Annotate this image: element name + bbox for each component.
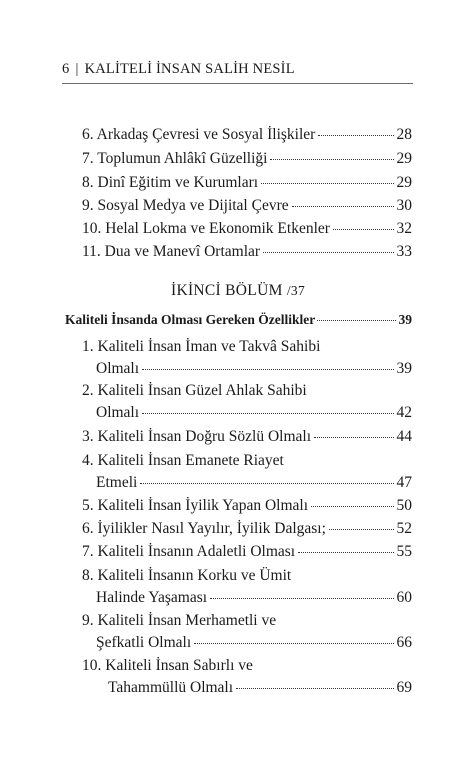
toc-subentry-page: 47 — [396, 474, 412, 491]
toc-subentry-line1: 4. Kaliteli İnsan Emanete Riayet — [82, 452, 284, 469]
header-book-title: KALİTELİ İNSAN SALİH NESİL — [84, 61, 295, 77]
toc-entry-page: 29 — [396, 174, 412, 191]
section-slash: / — [286, 283, 291, 298]
toc-subentry-line1: 10. Kaliteli İnsan Sabırlı ve — [82, 657, 253, 674]
toc-subentry-line1: 2. Kaliteli İnsan Güzel Ahlak Sahibi — [82, 382, 307, 399]
toc-subentry[interactable] — [82, 426, 412, 448]
toc-subentry-page: 69 — [396, 679, 412, 696]
dot-leader — [311, 505, 393, 507]
dot-leader — [140, 482, 393, 484]
dot-leader — [210, 597, 393, 599]
dot-leader — [298, 551, 393, 553]
chapter-heading-page: 39 — [398, 312, 412, 327]
toc-entry-label: 8. Dinî Eğitim ve Kurumları — [82, 174, 259, 191]
toc-subentry-page: 39 — [396, 360, 412, 377]
dot-leader — [292, 205, 394, 207]
toc-entry-page: 28 — [396, 126, 412, 143]
dot-leader — [318, 134, 393, 136]
toc-subentry-line1: 9. Kaliteli İnsan Merhametli ve — [82, 612, 277, 629]
toc-entry[interactable] — [82, 148, 412, 170]
toc-subentry-page: 50 — [396, 497, 412, 514]
toc-entry-page: 30 — [396, 197, 412, 214]
toc-entry-page: 33 — [396, 243, 412, 260]
section-title: İKİNCİ BÖLÜM — [170, 282, 283, 299]
toc-entry-label: 6. Arkadaş Çevresi ve Sosyal İlişkiler — [82, 126, 316, 143]
toc-subentry-label: 7. Kaliteli İnsanın Adaletli Olması — [82, 543, 296, 560]
toc-subentry[interactable] — [82, 610, 412, 654]
chapter-heading[interactable] — [65, 309, 412, 331]
toc-subentry[interactable] — [82, 380, 412, 424]
toc-subentry-label: 3. Kaliteli İnsan Doğru Sözlü Olmalı — [82, 428, 312, 445]
toc-entry[interactable] — [82, 172, 412, 194]
dot-leader — [261, 182, 393, 184]
running-header — [62, 61, 413, 78]
toc-entry-page: 29 — [396, 150, 412, 167]
toc-subentry[interactable] — [82, 541, 412, 563]
toc-subentry-label: Tahammüllü Olmalı — [108, 679, 234, 696]
toc-subentry-label: Şefkatli Olmalı — [96, 634, 192, 651]
toc-entry[interactable] — [82, 241, 412, 263]
toc-entry-label: 10. Helal Lokma ve Ekonomik Etkenler — [82, 220, 330, 237]
dot-leader — [236, 687, 393, 689]
toc-subentry-page: 42 — [396, 404, 412, 421]
toc-subentry[interactable] — [82, 655, 412, 699]
toc-subentry-page: 60 — [396, 589, 412, 606]
toc-subentry-label: Olmalı — [96, 404, 140, 421]
toc-entry-page: 32 — [396, 220, 412, 237]
toc-subentry-page: 66 — [396, 634, 412, 651]
header-separator: | — [75, 61, 79, 77]
toc-subentry[interactable] — [82, 495, 412, 517]
dot-leader — [270, 158, 393, 160]
dot-leader — [317, 319, 395, 321]
toc-subentry-label: 6. İyilikler Nasıl Yayılır, İyilik Dalgası; — [82, 520, 326, 537]
toc-subentry-line1: 1. Kaliteli İnsan İman ve Takvâ Sahibi — [82, 338, 321, 355]
toc-subentry[interactable] — [82, 450, 412, 494]
toc-entry-label: 9. Sosyal Medya ve Dijital Çevre — [82, 197, 289, 214]
toc-subentry-label: Olmalı — [96, 360, 140, 377]
toc-entry[interactable] — [82, 195, 412, 217]
toc-subentry-label: Halinde Yaşaması — [96, 589, 208, 606]
chapter-heading-label: Kaliteli İnsanda Olması Gereken Özellikler — [65, 312, 316, 327]
dot-leader — [142, 412, 393, 414]
dot-leader — [142, 368, 393, 370]
toc-subentry[interactable] — [82, 336, 412, 380]
header-rule — [62, 83, 413, 84]
toc-entry[interactable] — [82, 124, 412, 146]
toc-entry-label: 7. Toplumun Ahlâkî Güzelliği — [82, 150, 268, 167]
dot-leader — [329, 528, 394, 530]
toc-subentry-page: 44 — [396, 428, 412, 445]
toc-entry[interactable] — [82, 218, 412, 240]
toc-subentry[interactable] — [82, 565, 412, 609]
toc-entry-label: 11. Dua ve Manevî Ortamlar — [82, 243, 261, 260]
toc-subentry-label: 5. Kaliteli İnsan İyilik Yapan Olmalı — [82, 497, 309, 514]
toc-subentry-label: Etmeli — [96, 474, 138, 491]
toc-subentry-page: 55 — [396, 543, 412, 560]
toc-subentry-page: 52 — [396, 520, 412, 537]
header-page-number: 6 — [62, 61, 70, 77]
dot-leader — [314, 436, 393, 438]
dot-leader — [263, 251, 393, 253]
toc-subentry[interactable] — [82, 518, 412, 540]
section-heading[interactable] — [0, 282, 476, 300]
dot-leader — [333, 228, 394, 230]
section-page: 37 — [290, 283, 306, 298]
dot-leader — [194, 642, 393, 644]
toc-subentry-line1: 8. Kaliteli İnsanın Korku ve Ümit — [82, 567, 292, 584]
